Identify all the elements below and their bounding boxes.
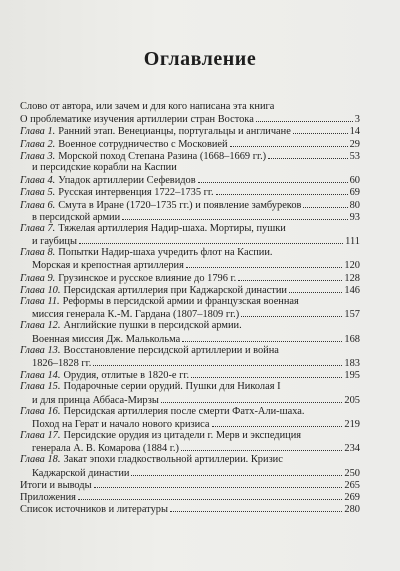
dot-leader xyxy=(293,125,348,134)
chapter-label: Глава 6. xyxy=(20,199,56,211)
toc-entry xyxy=(20,503,360,515)
toc-entry xyxy=(20,491,360,503)
toc-entry xyxy=(20,467,360,479)
toc-entry xyxy=(20,284,360,296)
entry-title: Каджарской династии xyxy=(32,467,130,479)
toc-entry xyxy=(20,479,360,491)
entry-title: Подарочные серии орудий. Пушки для Николая I xyxy=(63,381,281,393)
entry-title: генерала А. В. Комарова (1884 г.) xyxy=(32,443,179,455)
page-number: 3 xyxy=(354,114,360,126)
entry-title: и для принца Аббаса-Мирзы xyxy=(32,394,159,406)
toc-entry xyxy=(20,320,360,332)
chapter-label: Глава 8. xyxy=(20,247,56,259)
toc-entry xyxy=(20,333,360,345)
dot-leader xyxy=(161,394,343,403)
toc-entry xyxy=(20,113,360,125)
entry-title: Английские пушки в персидской армии. xyxy=(63,320,242,332)
dot-leader xyxy=(79,235,343,244)
toc-entry xyxy=(20,223,360,235)
chapter-label: Глава 2. xyxy=(20,138,56,150)
page-number: 195 xyxy=(344,370,360,382)
toc-entry xyxy=(20,357,360,369)
dot-leader xyxy=(241,308,342,317)
page-number: 80 xyxy=(349,199,360,211)
entry-title: Русская интервенция 1722–1735 гг. xyxy=(58,187,214,199)
dot-leader xyxy=(186,259,343,268)
entry-title: Поход на Герат и начало нового кризиса xyxy=(32,418,210,430)
entry-title: Восстановление персидской артиллерии и война xyxy=(63,344,279,356)
toc-entry xyxy=(20,199,360,211)
toc-entry xyxy=(20,430,360,442)
entry-title: Ранний этап. Венецианцы, португальцы и англичане xyxy=(58,126,291,138)
toc-entry xyxy=(20,345,360,357)
toc-entry xyxy=(20,369,360,381)
entry-title: Приложения xyxy=(20,492,76,503)
toc-entry xyxy=(20,442,360,454)
dot-leader xyxy=(94,479,343,488)
toc-entry xyxy=(20,394,360,406)
entry-title: О проблематике изучения артиллерии стран Востока xyxy=(20,114,254,126)
toc-entry xyxy=(20,211,360,223)
chapter-label: Глава 17. xyxy=(20,430,61,442)
table-of-contents xyxy=(20,101,360,515)
chapter-label: Глава 18. xyxy=(20,454,61,466)
dot-leader xyxy=(256,113,353,122)
entry-title: Военная миссия Дж. Малькольма xyxy=(32,333,181,345)
page-title: Оглавление xyxy=(143,48,257,70)
dot-leader xyxy=(238,272,342,281)
page-number: 183 xyxy=(344,357,360,369)
toc-entry xyxy=(20,150,360,162)
entry-title: Грузинское и русское влияние до 1796 г. xyxy=(58,272,237,284)
toc-entry xyxy=(20,272,360,284)
dot-leader xyxy=(182,333,342,342)
chapter-label: Глава 16. xyxy=(20,405,61,417)
toc-entry xyxy=(20,101,360,113)
toc-entry xyxy=(20,406,360,418)
dot-leader xyxy=(122,211,347,220)
dot-leader xyxy=(191,369,342,378)
toc-entry xyxy=(20,418,360,430)
entry-title: Реформы в персидской армии и французская военная xyxy=(62,296,299,307)
entry-title: Тяжелая артиллерия Надир-шаха. Мортиры, пушки xyxy=(58,222,286,234)
toc-entry xyxy=(20,125,360,137)
entry-title: Персидские орудия из цитадели г. Мерв и экспедиция xyxy=(63,430,302,442)
page-number: 234 xyxy=(344,443,360,455)
entry-title: Военное сотрудничество с Московией xyxy=(58,138,228,150)
page-number: 205 xyxy=(344,394,360,406)
toc-entry xyxy=(20,247,360,259)
dot-leader xyxy=(212,418,343,427)
entry-title: Морская и крепостная артиллерия xyxy=(32,260,184,272)
toc-entry xyxy=(20,381,360,393)
dot-leader xyxy=(170,503,342,512)
dot-leader xyxy=(230,138,348,147)
entry-title: Персидская артиллерия при Каджарской династии xyxy=(63,284,287,296)
toc-entry xyxy=(20,174,360,186)
chapter-label: Глава 13. xyxy=(20,344,61,356)
chapter-label: Глава 11. xyxy=(20,296,60,307)
toc-entry xyxy=(20,186,360,198)
page-number: 265 xyxy=(344,479,360,491)
chapter-label: Глава 4. xyxy=(20,175,56,187)
entry-title: Закат эпохи гладкоствольной артиллерии. Кризис xyxy=(63,454,283,466)
dot-leader xyxy=(181,442,342,451)
chapter-label: Глава 12. xyxy=(20,320,61,332)
page-number: 280 xyxy=(344,504,360,516)
entry-title: Смута в Иране (1720–1735 гг.) и появление замбуреков xyxy=(58,199,302,211)
chapter-label: Глава 1. xyxy=(20,126,56,138)
chapter-label: Глава 5. xyxy=(20,187,56,199)
toc-entry xyxy=(20,162,360,174)
page-number: 111 xyxy=(345,236,360,248)
chapter-label: Глава 7. xyxy=(20,222,56,234)
entry-title: миссия генерала К.-М. Гардана (1807–1809 гг.) xyxy=(32,309,240,321)
toc-entry xyxy=(20,235,360,247)
page-number: 29 xyxy=(349,138,360,150)
page-number: 219 xyxy=(344,418,360,430)
entry-title: 1826–1828 гг. xyxy=(32,357,92,369)
entry-title: Упадок артиллерии Сефевидов xyxy=(58,175,196,187)
toc-entry xyxy=(20,296,360,308)
page-number: 250 xyxy=(344,467,360,479)
page-number: 14 xyxy=(349,126,360,138)
page-number: 168 xyxy=(344,333,360,345)
dot-leader xyxy=(303,199,347,208)
toc-entry xyxy=(20,454,360,466)
page-number: 128 xyxy=(344,272,360,284)
page-number: 69 xyxy=(349,187,360,199)
chapter-label: Глава 10. xyxy=(20,284,61,296)
entry-title: и гаубицы xyxy=(32,236,77,248)
entry-title: Слово от автора, или зачем и для кого написана эта книга xyxy=(20,101,275,112)
chapter-label: Глава 14. xyxy=(20,370,61,382)
entry-title: и персидские корабли на Каспии xyxy=(32,161,177,173)
chapter-label: Глава 3. xyxy=(20,150,56,162)
dot-leader xyxy=(93,357,342,366)
page-number: 53 xyxy=(349,150,360,162)
dot-leader xyxy=(78,491,342,500)
chapter-label: Глава 9. xyxy=(20,272,56,284)
dot-leader xyxy=(198,174,348,183)
dot-leader xyxy=(131,467,342,476)
dot-leader xyxy=(216,186,348,195)
entry-title: Морской поход Степана Разина (1668–1669 гг.) xyxy=(58,150,267,162)
entry-title: Список источников и литературы xyxy=(20,504,168,516)
page-number: 60 xyxy=(349,175,360,187)
toc-entry xyxy=(20,138,360,150)
page-number: 93 xyxy=(349,211,360,223)
entry-title: в персидской армии xyxy=(32,211,121,223)
entry-title: Попытки Надир-шаха учредить флот на Каспии. xyxy=(58,247,273,259)
dot-leader xyxy=(289,284,342,293)
dot-leader xyxy=(268,150,347,159)
page-number: 269 xyxy=(344,492,360,503)
chapter-label: Глава 15. xyxy=(20,381,61,393)
toc-entry xyxy=(20,308,360,320)
page-number: 120 xyxy=(344,260,360,272)
entry-title: Орудия, отлитые в 1820-е гг. xyxy=(63,370,190,382)
entry-title: Итоги и выводы xyxy=(20,479,92,491)
page-number: 146 xyxy=(344,284,360,296)
entry-title: Персидская артиллерия после смерти Фатх-Али-шаха. xyxy=(63,405,305,417)
toc-entry xyxy=(20,259,360,271)
page-number: 157 xyxy=(344,309,360,321)
